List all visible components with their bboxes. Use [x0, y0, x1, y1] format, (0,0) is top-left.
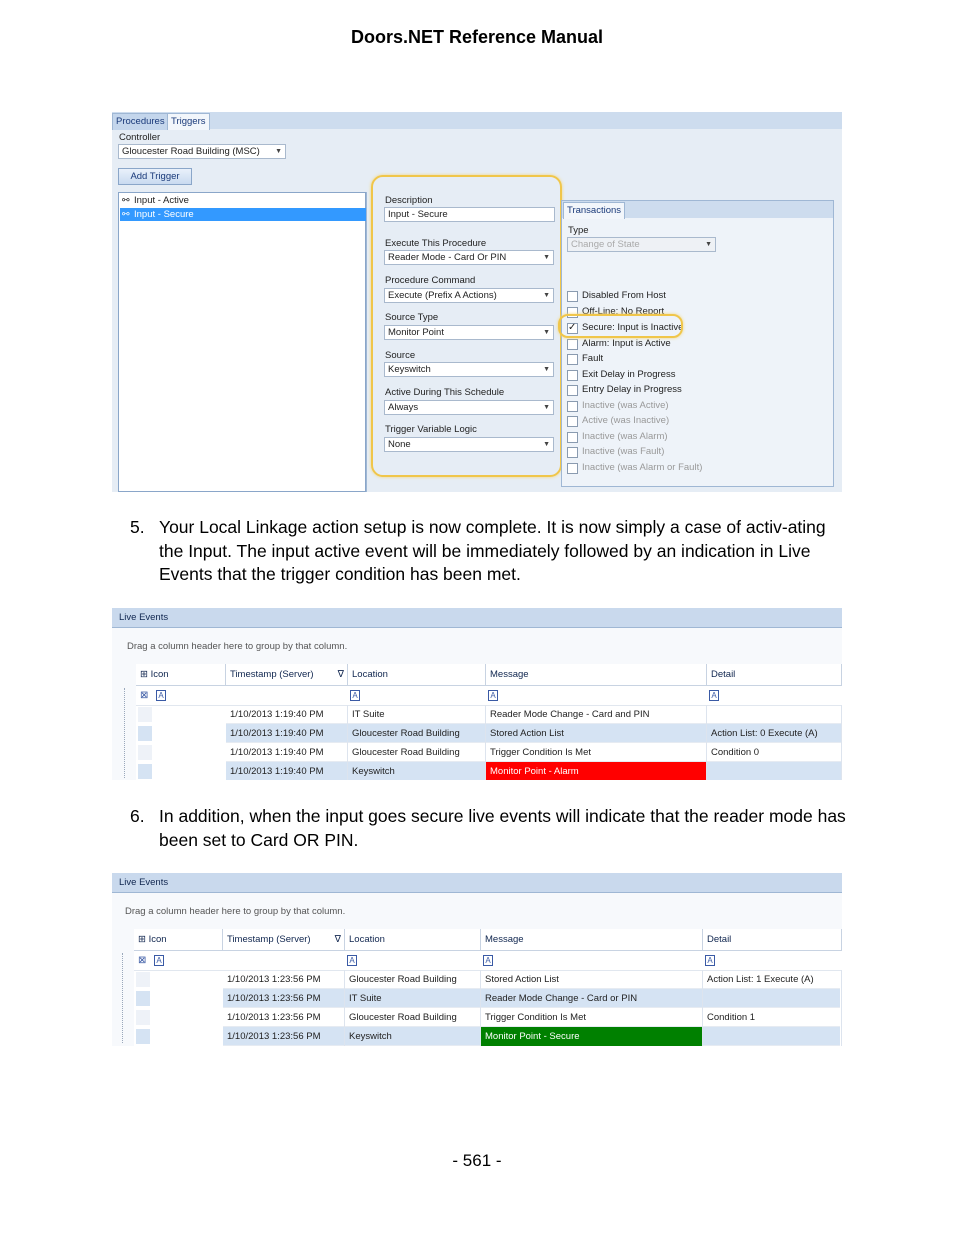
- column-chooser-icon[interactable]: ⊞: [138, 934, 149, 945]
- filter-clear-icon[interactable]: ⊠: [140, 690, 149, 701]
- text-filter-icon[interactable]: A: [705, 955, 715, 966]
- column-header-label: Message: [490, 669, 529, 680]
- type-label: Type: [568, 225, 589, 236]
- cell-location: Keyswitch: [345, 1027, 481, 1046]
- controller-select-value: Gloucester Road Building (MSC): [122, 146, 260, 157]
- transaction-checkbox: [567, 430, 668, 443]
- column-header[interactable]: [486, 664, 707, 685]
- column-header-label: Location: [349, 934, 385, 945]
- trigger-list-item-active[interactable]: [120, 194, 378, 207]
- checkbox-label: Disabled From Host: [582, 290, 666, 301]
- cell-location: IT Suite: [345, 989, 481, 1008]
- column-header[interactable]: [345, 929, 481, 950]
- controller-select[interactable]: [118, 144, 286, 159]
- row-indicator[interactable]: [136, 991, 150, 1006]
- chevron-down-icon: ▼: [543, 292, 550, 299]
- cell-message: Stored Action List: [486, 724, 707, 743]
- controller-label: Controller: [119, 132, 161, 143]
- trigger-icon: ⚯: [122, 209, 130, 219]
- tab-bar: [112, 112, 842, 129]
- cell-detail: Condition 1: [703, 1008, 842, 1027]
- text-filter-icon[interactable]: A: [483, 955, 493, 966]
- trigger-list-item-label: Input - Secure: [134, 209, 194, 220]
- execute-procedure-value: Reader Mode - Card Or PIN: [388, 252, 507, 263]
- transactions-panel: [561, 200, 834, 487]
- trigger-list-item-secure[interactable]: [120, 208, 378, 221]
- column-header-label: Detail: [711, 669, 736, 680]
- chevron-down-icon: ▼: [543, 254, 550, 261]
- cell-detail: [707, 762, 842, 780]
- column-header[interactable]: [348, 664, 486, 685]
- cell-location: Gloucester Road Building: [345, 1008, 481, 1027]
- type-value: Change of State: [571, 239, 640, 250]
- source-value: Keyswitch: [388, 364, 431, 375]
- step-number: 5.: [130, 517, 145, 537]
- checkbox-icon: [567, 339, 578, 350]
- cell-location: Gloucester Road Building: [348, 743, 486, 762]
- cell-timestamp: 1/10/2013 1:23:56 PM: [223, 989, 345, 1008]
- text-filter-icon[interactable]: A: [154, 955, 164, 966]
- cell-timestamp: 1/10/2013 1:23:56 PM: [223, 970, 345, 989]
- checkbox-label: Inactive (was Active): [582, 400, 669, 411]
- checkbox-label: Alarm: Input is Active: [582, 338, 671, 349]
- transaction-checkbox[interactable]: [567, 289, 666, 302]
- variable-logic-value: None: [388, 439, 411, 450]
- source-label: Source: [385, 350, 416, 361]
- cell-location: Keyswitch: [348, 762, 486, 780]
- sort-icon[interactable]: ∇: [337, 669, 344, 680]
- checkbox-icon: [567, 447, 578, 458]
- source-type-select[interactable]: [384, 325, 554, 340]
- cell-timestamp: 1/10/2013 1:19:40 PM: [226, 743, 348, 762]
- chevron-down-icon: ▼: [705, 241, 712, 248]
- tab-transactions[interactable]: Transactions: [563, 202, 625, 219]
- column-header-label: Location: [352, 669, 388, 680]
- live-events-grid: [134, 929, 842, 1046]
- checkbox-label: Secure: Input is Inactive: [582, 322, 684, 333]
- cell-timestamp: 1/10/2013 1:19:40 PM: [226, 724, 348, 743]
- text-filter-icon[interactable]: A: [350, 690, 360, 701]
- cell-detail: Action List: 1 Execute (A): [703, 970, 842, 989]
- procedure-command-value: Execute (Prefix A Actions): [388, 290, 497, 301]
- transaction-checkbox: [567, 414, 669, 427]
- text-filter-icon[interactable]: A: [156, 690, 166, 701]
- checkbox-label: Active (was Inactive): [582, 415, 670, 426]
- cell-detail: [703, 989, 842, 1008]
- variable-logic-label: Trigger Variable Logic: [385, 424, 477, 435]
- checkbox-icon: [567, 463, 578, 474]
- row-indicator[interactable]: [136, 972, 150, 987]
- transaction-checkbox: [567, 399, 669, 412]
- cell-location: Gloucester Road Building: [348, 724, 486, 743]
- checkbox-label: Inactive (was Fault): [582, 446, 665, 457]
- text-filter-icon[interactable]: A: [488, 690, 498, 701]
- page-number: - 561 -: [452, 1151, 502, 1170]
- cell-timestamp: 1/10/2013 1:23:56 PM: [223, 1008, 345, 1027]
- procedure-command-label: Procedure Command: [385, 275, 476, 286]
- description-input[interactable]: Input - Secure: [384, 207, 555, 222]
- column-header[interactable]: [226, 664, 348, 685]
- live-events-title: Live Events: [112, 608, 842, 628]
- procedure-command-select[interactable]: [384, 288, 554, 303]
- live-events-screenshot-2: [112, 873, 842, 1046]
- transaction-checkbox[interactable]: [567, 352, 603, 365]
- step-5: [130, 516, 850, 587]
- checkbox-icon: [567, 432, 578, 443]
- transaction-checkbox: [567, 445, 664, 458]
- tab-procedures[interactable]: Procedures: [112, 113, 169, 130]
- column-header[interactable]: [707, 664, 842, 685]
- grid-guide-line: [122, 953, 124, 1043]
- transaction-checkbox[interactable]: [567, 337, 671, 350]
- checkbox-label: Off-Line: No Report: [582, 306, 665, 317]
- schedule-value: Always: [388, 402, 419, 413]
- description-label: Description: [385, 195, 433, 206]
- checkbox-label: Inactive (was Alarm): [582, 431, 668, 442]
- trigger-icon: ⚯: [122, 195, 130, 205]
- column-header-label: Message: [485, 934, 524, 945]
- cell-message: Reader Mode Change - Card or PIN: [481, 989, 703, 1008]
- transaction-checkbox[interactable]: [567, 368, 675, 381]
- column-header-label: Timestamp (Server): [227, 934, 311, 945]
- column-header-label: Icon: [150, 669, 169, 680]
- cell-detail: [703, 1027, 842, 1046]
- checkbox-highlight-outline: [558, 314, 683, 338]
- row-indicator[interactable]: [138, 726, 152, 741]
- cell-message: Monitor Point - Alarm: [486, 762, 707, 780]
- cell-location: Gloucester Road Building: [345, 970, 481, 989]
- live-events-grid: [136, 664, 842, 780]
- filter-clear-icon[interactable]: ⊠: [138, 955, 147, 966]
- cell-location: IT Suite: [348, 705, 486, 724]
- row-indicator[interactable]: [136, 1010, 150, 1025]
- add-trigger-button[interactable]: Add Trigger: [118, 168, 192, 185]
- grid-guide-line: [124, 688, 126, 778]
- chevron-down-icon: ▼: [543, 329, 550, 336]
- schedule-select[interactable]: [384, 400, 554, 415]
- source-select[interactable]: [384, 362, 554, 377]
- step-number: 6.: [130, 806, 145, 826]
- column-header[interactable]: [223, 929, 345, 950]
- cell-message: Monitor Point - Secure: [481, 1027, 703, 1046]
- trigger-list-item-label: Input - Active: [134, 195, 189, 206]
- cell-message: Reader Mode Change - Card and PIN: [486, 705, 707, 724]
- checkbox-icon: [567, 370, 578, 381]
- checkbox-label: Inactive (was Alarm or Fault): [582, 462, 703, 473]
- row-indicator[interactable]: [138, 745, 152, 760]
- column-header[interactable]: [703, 929, 842, 950]
- checkbox-label: Exit Delay in Progress: [582, 369, 676, 380]
- live-events-screenshot-1: [112, 608, 842, 780]
- checkbox-label: Fault: [582, 353, 604, 364]
- tab-triggers[interactable]: Triggers: [167, 113, 210, 130]
- group-by-hint: Drag a column header here to group by that column.: [125, 906, 346, 917]
- column-header[interactable]: [134, 929, 223, 950]
- transactions-tab-bar: [562, 201, 833, 218]
- text-filter-icon[interactable]: A: [709, 690, 719, 701]
- column-chooser-icon[interactable]: ⊞: [140, 669, 151, 680]
- cell-detail: Action List: 0 Execute (A): [707, 724, 842, 743]
- sort-icon[interactable]: ∇: [334, 934, 341, 945]
- checkbox-label: Entry Delay in Progress: [582, 384, 682, 395]
- cell-detail: Condition 0: [707, 743, 842, 762]
- source-type-label: Source Type: [385, 312, 439, 323]
- checkbox-icon: [567, 416, 578, 427]
- cell-detail: [707, 705, 842, 724]
- checkbox-icon: [567, 385, 578, 396]
- execute-procedure-label: Execute This Procedure: [385, 238, 487, 249]
- chevron-down-icon: ▼: [543, 366, 550, 373]
- source-type-value: Monitor Point: [388, 327, 444, 338]
- transaction-checkbox[interactable]: [567, 383, 682, 396]
- page-header-title: Doors.NET Reference Manual: [350, 27, 604, 47]
- cell-message: Trigger Condition Is Met: [486, 743, 707, 762]
- step-text: In addition, when the input goes secure live events will indicate that the reader mode has been set to Card OR PIN.: [159, 806, 846, 850]
- row-indicator[interactable]: [138, 764, 152, 779]
- chevron-down-icon: ▼: [543, 441, 550, 448]
- trigger-list: [118, 192, 366, 492]
- triggers-screenshot: [112, 112, 842, 492]
- row-indicator[interactable]: [138, 707, 152, 722]
- checkbox-icon: [567, 401, 578, 412]
- column-header[interactable]: [136, 664, 226, 685]
- live-events-title: Live Events: [112, 873, 842, 893]
- cell-timestamp: 1/10/2013 1:19:40 PM: [226, 705, 348, 724]
- type-select: [567, 237, 716, 252]
- step-text: Your Local Linkage action setup is now complete. It is now simply a case of activ-ating the Input. The input active event will be immediately followed by an indication in Live Events that the trigger condition has been met.: [159, 517, 826, 584]
- cell-timestamp: 1/10/2013 1:19:40 PM: [226, 762, 348, 780]
- transaction-checkbox: [567, 461, 702, 474]
- schedule-label: Active During This Schedule: [385, 387, 505, 398]
- variable-logic-select[interactable]: [384, 437, 554, 452]
- checkbox-icon: [567, 291, 578, 302]
- chevron-down-icon: ▼: [543, 404, 550, 411]
- cell-message: Stored Action List: [481, 970, 703, 989]
- cell-message: Trigger Condition Is Met: [481, 1008, 703, 1027]
- text-filter-icon[interactable]: A: [347, 955, 357, 966]
- row-indicator[interactable]: [136, 1029, 150, 1044]
- cell-timestamp: 1/10/2013 1:23:56 PM: [223, 1027, 345, 1046]
- column-header-label: Detail: [707, 934, 732, 945]
- column-header-label: Timestamp (Server): [230, 669, 314, 680]
- column-header[interactable]: [481, 929, 703, 950]
- chevron-down-icon: ▼: [275, 148, 282, 155]
- execute-procedure-select[interactable]: [384, 250, 554, 265]
- step-6: [130, 805, 850, 852]
- checkbox-icon: [567, 354, 578, 365]
- group-by-hint: Drag a column header here to group by that column.: [127, 641, 348, 652]
- column-header-label: Icon: [148, 934, 167, 945]
